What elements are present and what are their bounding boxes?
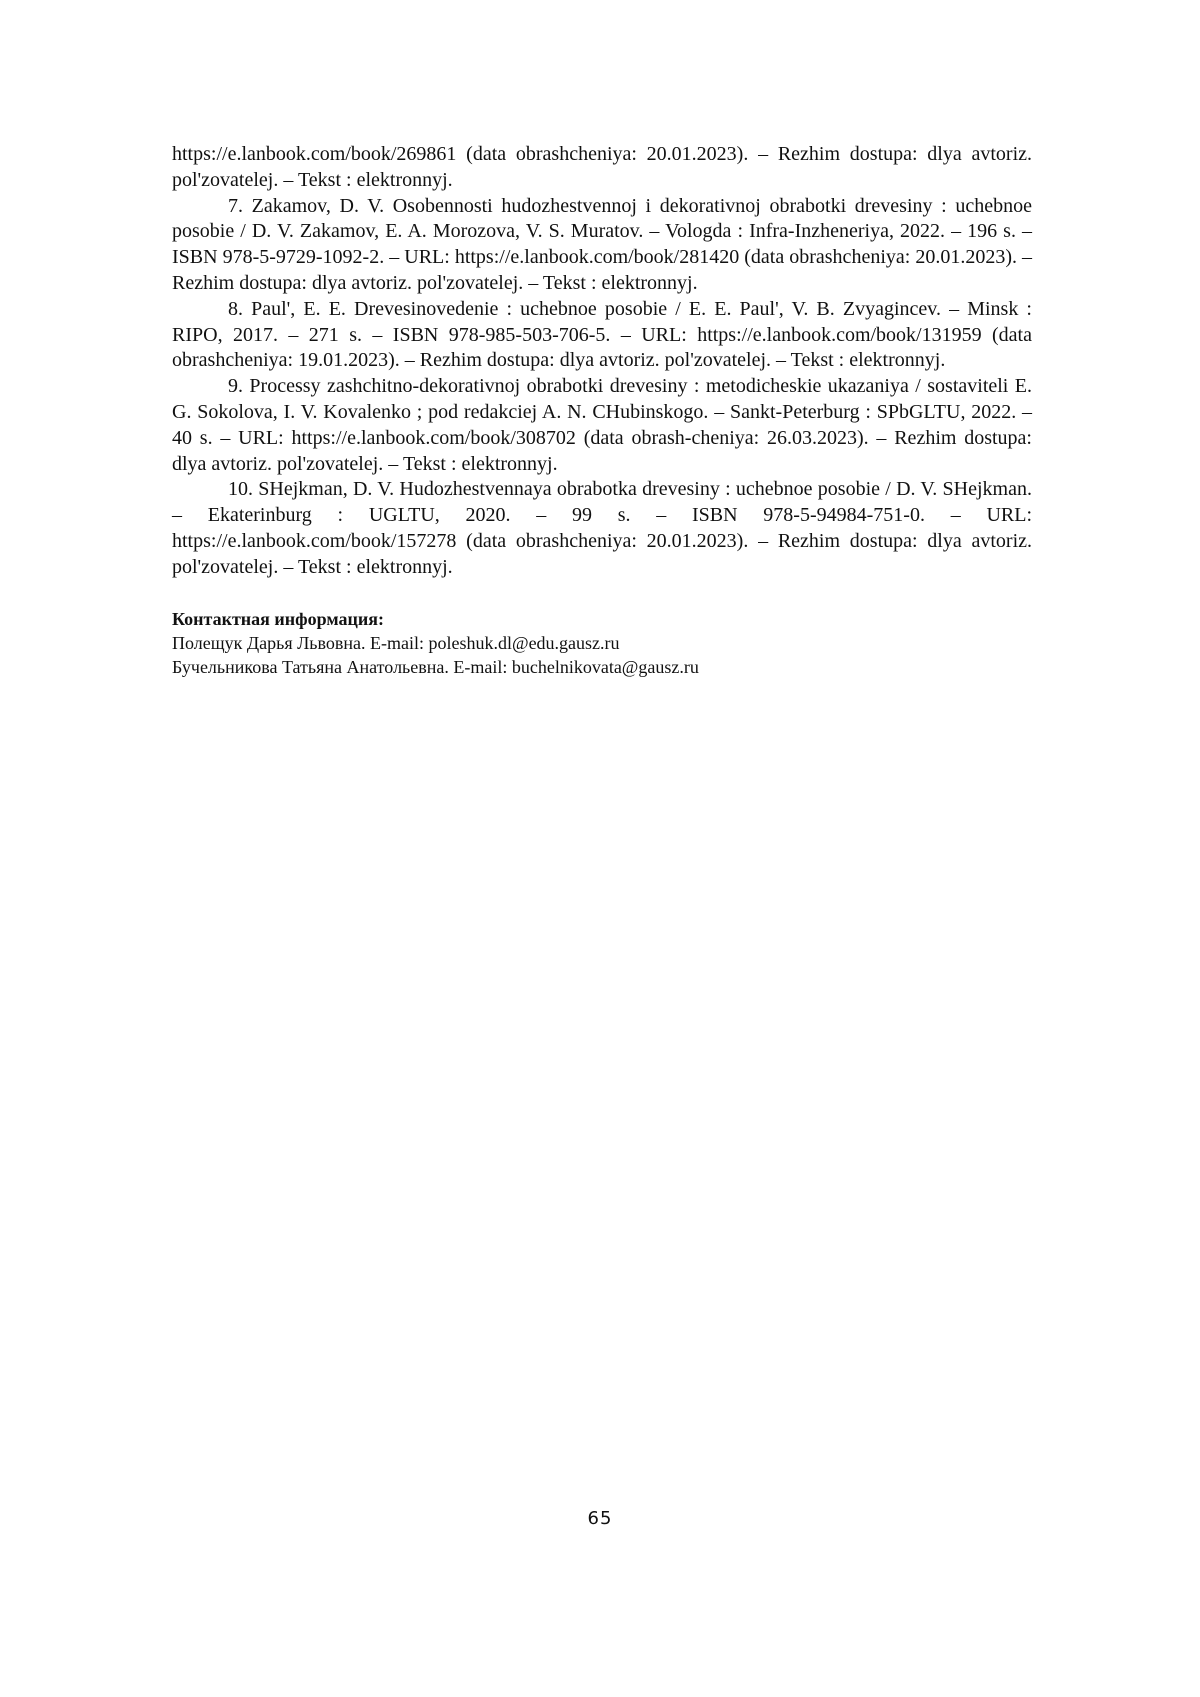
page-content	[172, 142, 1032, 679]
reference-list	[172, 142, 1032, 581]
page-number: 65	[587, 1508, 613, 1529]
reference-item-7: 7. Zakamov, D. V. Osobennosti hudozhestvennoj i dekorativnoj obrabotki drevesiny : uchebnoe posobie / D. V. Zakamov, E. A. Morozova, V. S. Muratov. – Vologda : Infra-Inzheneriya, 2022. – 196 s. – ISBN 978-5-9729-1092-2. – URL: https://e.lanbook.com/book/281420 (data obrashcheniya: 20.01.2023). – Rezhim dostupa: dlya avtoriz. pol'zovatelej. – Tekst : elektronnyj.	[172, 194, 1032, 294]
reference-item-10: 10. SHejkman, D. V. Hudozhestvennaya obrabotka drevesiny : uchebnoe posobie / D. V. SHejkman. – Ekaterinburg : UGLTU, 2020. – 99 s. – ISBN 978-5-94984-751-0. – URL: https://e.lanbook.com/book/157278 (data obrashcheniya: 20.01.2023). – Rezhim dostupa: dlya avtoriz. pol'zovatelej. – Tekst : elektronnyj.	[172, 478, 1032, 578]
contact-line-buchelnikova: Бучельникова Татьяна Анатольевна. E-mail: buchelnikovata@gausz.ru	[172, 656, 699, 677]
reference-item-6-continued: https://e.lanbook.com/book/269861 (data obrashcheniya: 20.01.2023). – Rezhim dostupa: dlya avtoriz. pol'zovatelej. – Tekst : elektronnyj.	[172, 143, 1032, 191]
reference-item-9: 9. Processy zashchitno-dekorativnoj obrabotki drevesiny : metodicheskie ukazaniya / sostaviteli E. G. Sokolova, I. V. Kovalenko ; pod redakciej A. N. CHubinskogo. – Sankt-Peterburg : SPbGLTU, 2022. – 40 s. – URL: https://e.lanbook.com/book/308702 (data obrash-cheniya: 26.03.2023). – Rezhim dostupa: dlya avtoriz. pol'zovatelej. – Tekst : elektronnyj.	[172, 375, 1032, 475]
contact-line-poleshchuk: Полещук Дарья Львовна. E-mail: poleshuk.dl@edu.gausz.ru	[172, 632, 620, 653]
reference-item-8: 8. Paul', E. E. Drevesinovedenie : uchebnoe posobie / E. E. Paul', V. B. Zvyagincev. – Minsk : RIPO, 2017. – 271 s. – ISBN 978-985-503-706-5. – URL: https://e.lanbook.com/book/131959 (data obrashcheniya: 19.01.2023). – Rezhim dostupa: dlya avtoriz. pol'zovatelej. – Tekst : elektronnyj.	[172, 297, 1032, 372]
contact-info-section	[172, 607, 1032, 679]
contact-info-title: Контактная информация:	[172, 608, 384, 629]
